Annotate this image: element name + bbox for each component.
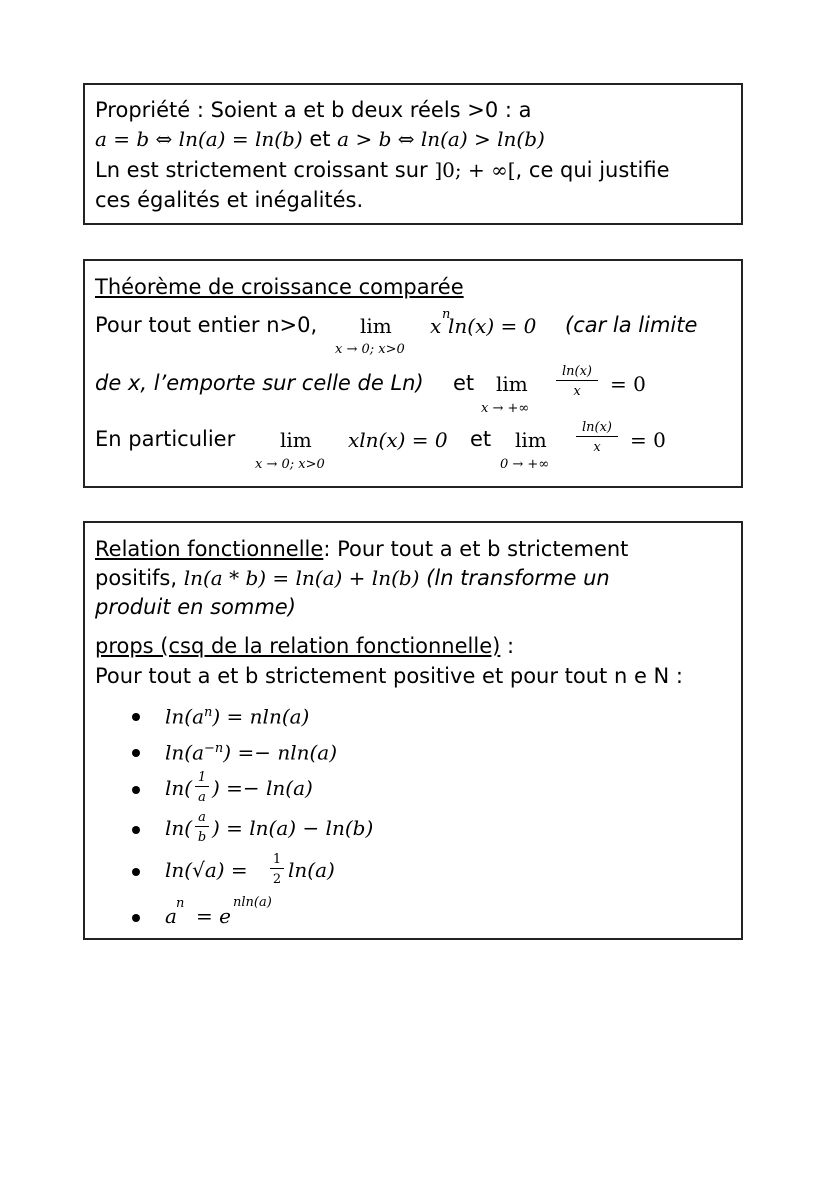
props-condition: Pour tout a et b strictement positive et pour tout n e N :: [95, 664, 684, 688]
props-title: props (csq de la relation fonctionnelle): [95, 634, 501, 658]
equality-equivalence: a = b ⇔ ln(a) = ln(b): [95, 127, 303, 151]
ln-x-limit-zero: ln(x) = 0: [448, 314, 537, 338]
property-line-3: [95, 160, 670, 181]
bullet-3: [132, 786, 140, 794]
lim-3: lim: [280, 428, 312, 452]
fraction-numerator: a: [195, 811, 209, 827]
formula-power-pre: ln(a: [165, 704, 205, 729]
property-line-1: Propriété : Soient a et b deux réels >0 : a: [95, 98, 532, 122]
lim-3-subscript: x → 0; x>0: [255, 457, 325, 472]
inequality-equivalence: a > b ⇔ ln(a) > ln(b): [337, 127, 545, 151]
property-line-3-end: , ce qui justifie: [515, 158, 670, 182]
fraction-denominator: b: [197, 830, 207, 845]
product-formula: ln(a * b) = ln(a) + ln(b): [183, 566, 420, 590]
formula-sqrt-pre: ln(√a) =: [165, 858, 248, 882]
positive-word: positifs,: [95, 566, 178, 590]
fraction-numerator: ln(x): [576, 421, 618, 437]
relation-title-tail: : Pour tout a et b strictement: [323, 537, 629, 561]
lim-4: lim: [515, 428, 547, 452]
formula-power-post: ) = nln(a): [212, 704, 310, 729]
fraction-numerator: ln(x): [556, 365, 598, 381]
formula-negpow-exp: −n: [204, 741, 224, 756]
bullet-4: [132, 826, 140, 834]
x-power-n: x: [430, 314, 442, 338]
fraction-lnx-over-x-2: [576, 421, 618, 454]
relation-line-1: [95, 539, 628, 560]
lim-2: lim: [496, 372, 528, 396]
property-line-3-start: Ln est strictement croissant sur: [95, 158, 428, 182]
formula-quotient-post: ) = ln(a) − ln(b): [212, 816, 374, 840]
property-line-4: ces égalités et inégalités.: [95, 188, 364, 212]
formula-exp-a: a: [165, 904, 177, 928]
equals-zero-1: = 0: [610, 372, 646, 396]
relation-line-2: [95, 568, 610, 589]
lim-1-subscript: x → 0; x>0: [335, 342, 405, 357]
formula-negpow-post: ) =− nln(a): [223, 740, 338, 765]
props-title-tail: :: [500, 634, 515, 658]
relation-remark-1: (ln transforme un: [426, 566, 610, 590]
lim-1: lim: [360, 314, 392, 338]
and-word-3: et: [470, 427, 492, 451]
remark-part-2: de x, l’emporte sur celle de Ln): [95, 371, 424, 395]
interval: ]0; + ∞[: [434, 158, 516, 182]
fraction-denominator: x: [593, 440, 601, 455]
formula-power-exp: n: [204, 705, 213, 720]
equals-zero-2: = 0: [630, 428, 666, 452]
fraction-one-over-a: [195, 771, 209, 804]
bullet-5: [132, 868, 140, 876]
fraction-denominator: 2: [272, 872, 282, 887]
theorem-line-1-text: Pour tout entier n>0,: [95, 313, 318, 337]
bullet-2: [132, 749, 140, 757]
fraction-a-over-b: [195, 811, 209, 844]
fraction-one-half: [270, 853, 284, 886]
formula-exp-n: n: [176, 896, 185, 911]
fraction-denominator: a: [198, 790, 206, 805]
formula-negpow-pre: ln(a: [165, 740, 205, 765]
fraction-numerator: 1: [195, 771, 209, 787]
formula-inverse-post: ) =− ln(a): [212, 776, 313, 800]
bullet-6: [132, 914, 140, 922]
relation-title: Relation fonctionnelle: [95, 537, 324, 561]
particular-case-text: En particulier: [95, 427, 236, 451]
lim-4-subscript: 0 → +∞: [500, 457, 550, 472]
relation-remark-2: produit en somme): [95, 595, 296, 619]
lim-2-subscript: x → +∞: [481, 401, 530, 416]
property-line-2: [95, 129, 545, 150]
formula-sqrt-post: ln(a): [288, 858, 335, 882]
formula-exp-exponent: nln(a): [233, 895, 272, 910]
and-word: et: [309, 127, 331, 151]
xlnx-limit: xln(x) = 0: [348, 428, 448, 452]
exponent-n: n: [442, 307, 451, 322]
bullet-1: [132, 713, 140, 721]
remark-part-1: (car la limite: [565, 313, 698, 337]
props-line: [95, 636, 514, 657]
formula-inverse-pre: ln(: [165, 776, 193, 800]
fraction-denominator: x: [573, 384, 581, 399]
formula-negative-power: [165, 742, 337, 763]
fraction-numerator: 1: [270, 853, 284, 869]
formula-exp-eq: = e: [196, 904, 231, 928]
and-word-2: et: [453, 371, 475, 395]
formula-quotient-pre: ln(: [165, 816, 193, 840]
fraction-lnx-over-x: [556, 365, 598, 398]
formula-power: [165, 706, 309, 727]
theorem-title: Théorème de croissance comparée: [95, 275, 464, 299]
